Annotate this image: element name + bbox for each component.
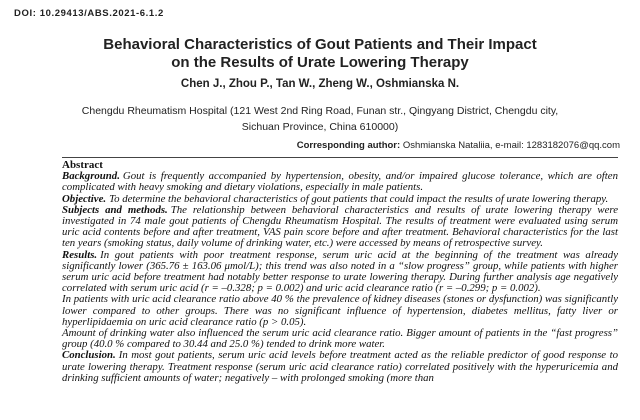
section-label: Objective.: [62, 192, 107, 205]
header-divider: [62, 157, 618, 158]
affiliation: [80, 103, 560, 135]
abstract-results-kidney: [62, 294, 618, 328]
section-text: The relationship between behavioral characteristics and results of urate lowering therapy were investigated in 74 male gout patients of Chengdu Rheumatism Hospital. The results of treatment were evaluated using serum uric acid contents before and after treatment, VAS pain score before and after treatment. Behavioral characteristics for the last ten years (smoking status, daily volume of drinking water, etc.) were accessed by means of retrospective survey.: [62, 203, 618, 250]
abstract-conclusion: [62, 350, 618, 384]
section-text: In gout patients with poor treatment response, serum uric acid at the beginning of the treatment was already significantly lower (365.76 ± 163.06 μmol/L); this trend was also noted in a “slow progress” group, while patients with higher serum uric acid before treatment had notably better response to urate lowering therapy. During further analysis age negatively correlated with serum uric acid (r = –0.328; p = 0.002) and uric acid clearance ratio (r = –0.299; p = 0.002).: [62, 248, 618, 295]
corresponding-author: [297, 140, 620, 151]
abstract-results: [62, 250, 618, 295]
section-label: Results.: [62, 248, 98, 261]
abstract-results-water: [62, 328, 618, 350]
affiliation-line-1: Chengdu Rheumatism Hospital (121 West 2nd Ring Road, Funan str., Qingyang District, Chengdu city,: [81, 105, 559, 117]
section-text: Amount of drinking water also influenced the serum uric acid clearance ratio. Bigger amount of patients in the “fast progress” group (40.0 % compared to 30.44 and 25.0 %) tended to drink more water.: [62, 327, 618, 351]
title-line-1: Behavioral Characteristics of Gout Patients and Their Impact: [103, 36, 537, 53]
abstract-background: [62, 171, 618, 193]
section-text: In patients with uric acid clearance ratio above 40 % the prevalence of kidney diseases (stones or dysfunction) was significantly lower compared to other groups. There was no significant influence of hypertension, diabetes mellitus, fatty liver or hyperlipidaemia on uric acid clearance ratio (p > 0.05).: [62, 293, 618, 328]
article-title: [0, 36, 640, 72]
abstract-methods: [62, 205, 618, 250]
section-label: Background.: [62, 170, 120, 183]
title-line-2: on the Results of Urate Lowering Therapy: [171, 54, 469, 71]
corresponding-label: Corresponding author:: [296, 140, 401, 151]
abstract-block: [62, 160, 618, 384]
corresponding-email-link[interactable]: Oshmianska Nataliia, e-mail: 1283182076@qq.com: [402, 140, 620, 151]
author-list: Chen J., Zhou P., Tan W., Zheng W., Oshmianska N.: [180, 78, 460, 90]
section-label: Subjects and methods.: [62, 203, 168, 216]
section-text: Gout is frequently accompanied by hypertension, obesity, and/or impaired glucose tolerance, which are often complicated with heavy smoking and dietary violations, especially in male patients.: [62, 170, 618, 194]
affiliation-line-2: Sichuan Province, China 610000): [241, 121, 399, 133]
section-text: To determine the behavioral characteristics of gout patients that could impact the results of urate lowering therapy.: [109, 192, 609, 205]
section-text: In most gout patients, serum uric acid levels before treatment acted as the reliable predictor of good response to urate lowering therapy. Treatment response (serum uric acid clearance ratio) correlated positively with the hyperuricemia and drinking sufficient amounts of water; negatively – with prolonged smoking (more than: [62, 349, 618, 384]
abstract-heading: Abstract: [62, 159, 103, 171]
section-label: Conclusion.: [62, 349, 116, 362]
doi-label: DOI: 10.29413/ABS.2021-6.1.2: [14, 8, 164, 19]
